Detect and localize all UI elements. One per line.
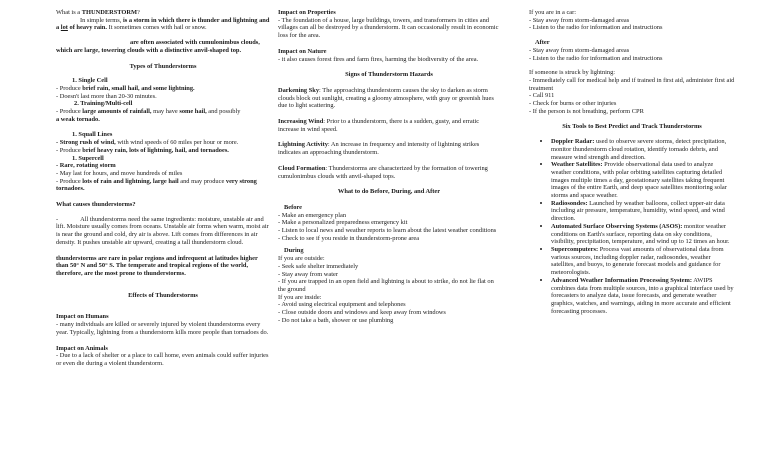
tool-item: • Radiosondes: Launched by weather balloons, collect upper-air data including air pressure, temperature, humidity, wind speed, and wind direction.	[551, 200, 735, 223]
during-heading: During	[284, 247, 304, 255]
squall-lines-title: 1. Squall Lines	[72, 131, 113, 139]
multi-line-2: a weak tornado.	[56, 115, 100, 123]
impact-nature-text: - it also causes forest fires and farm fires, harming the biodiversity of the area.	[278, 55, 479, 63]
single-line-1: - Produce brief rain, small hail, and some lightning.	[56, 84, 195, 92]
car-item: - Listen to the radio for information and instructions	[529, 24, 663, 32]
multi-cell-title: 2. Training/Multi-cell	[74, 100, 133, 108]
tool-item: • Doppler Radar: used to observe severe storms, detect precipitation, monitor thunderstorm cloud rotation, identify tornado debris, and measure wind strength and direction.	[551, 138, 735, 161]
supercell-title: 1. Supercell	[72, 154, 104, 162]
tool-item: • Automated Surface Observing Systems (ASOS): monitor weather conditions on Earth's surface, reporting data on sky conditions, visibility, precipitation, temperature, and wind up to 12 times an hour.	[551, 223, 735, 246]
column-middle	[278, 9, 500, 325]
during-item: - Stay away from water	[278, 270, 338, 278]
car-item: - Stay away from storm-damaged areas	[529, 16, 630, 24]
impact-humans-heading: Impact on Humans	[56, 313, 109, 321]
tools-heading: Six Tools to Best Predict and Track Thunderstorms	[562, 123, 702, 131]
darkening-sky: Darkening Sky: The approaching thunderstorm causes the sky to darken as storm clouds block out sunlight, creating a gloomy atmosphere, with gray or greenish hues due to light scattering.	[278, 86, 494, 110]
causes-heading: What causes thunderstorms?	[56, 201, 136, 209]
supercell-line-1: - Rare, rotating storm	[56, 162, 116, 170]
struck-label: If someone is struck by lightning:	[529, 69, 616, 77]
single-line-2: - Doesn't last more than 20-30 minutes.	[56, 92, 157, 100]
supercell-line-2: - May last for hours, and move hundreds of miles	[56, 169, 183, 177]
increasing-wind: Increasing Wind: Prior to a thunderstorm, there is a sudden, gusty, and erratic increase in wind speed.	[278, 118, 480, 133]
before-item: - Make an emergency plan	[278, 211, 347, 219]
after-item: - Stay away from storm-damaged areas	[529, 46, 630, 54]
during-item: - Do not take a bath, shower or use plumbing	[278, 316, 394, 324]
intro-paragraph: In simple terms, is a storm in which there is thunder and lightning and a lot of heavy rain. It sometimes comes with hail or snow.	[56, 16, 270, 32]
column-right	[529, 9, 735, 315]
cloud-formation: Cloud Formation: Thunderstorms are characterized by the formation of towering cumulonimbus clouds with anvil-shaped tops.	[278, 164, 488, 180]
during-item: - Avoid using electrical equipment and telephones	[278, 301, 406, 309]
impact-animals-heading: Impact on Animals	[56, 344, 108, 352]
cumulonimbus-paragraph: are often associated with cumulonimbus clouds, which are large, towering clouds with a distinctive anvil-shaped top.	[56, 39, 260, 54]
lightning-activity: Lightning Activity: An increase in frequency and intensity of lightning strikes indicates an approaching thunderstorm.	[278, 141, 480, 157]
during-inside-label: If you are inside:	[278, 293, 322, 301]
before-item: - Listen to local news and weather reports to learn about the latest weather conditions	[278, 227, 497, 235]
polar-paragraph: thunderstorms are rare in polar regions and infrequent at latitudes higher than 50° N and 50° S. The temperate and tropical regions of the world, therefore, are the most prone to thunderstorms.	[56, 254, 258, 277]
before-during-after-heading: What to do Before, During, and After	[337, 188, 441, 196]
tool-item: • Supercomputers: Process vast amounts of observational data from various sources, including doppler radar, radiosondes, weather satellites, and buoys, to generate forecast models and guidance for meteorologists.	[551, 246, 735, 277]
struck-item: - Call 911	[529, 92, 555, 100]
multi-line-1: - Produce large amounts of rainfall, may have some hail, and possibly	[56, 108, 241, 116]
hazards-heading: Signs of Thunderstorm Hazards	[345, 71, 433, 79]
tool-item: • Weather Satellites: Provide observational data used to analyze weather conditions, with polar orbiting satellites capturing detailed images multiple times a day, geostationary satellites taking frequent images of the entire Earth, and deep space satellites monitoring solar storms and space weather.	[551, 161, 735, 200]
during-outside-label: If you are outside:	[278, 255, 325, 263]
during-item: - If you are trapped in an open field and lightning is about to strike, do not lie flat on the ground	[278, 278, 494, 293]
car-label: If you are in a car:	[529, 9, 577, 16]
struck-item: - Check for burns or other injuries	[529, 100, 617, 108]
after-item: - Listen to the radio for information and instructions	[529, 54, 663, 62]
impact-properties-text: - The foundation of a house, large buildings, towers, and transformers in cities and villages can all be destroyed by a thunderstorm. It can occasionally result in economic loss for the area.	[278, 16, 499, 40]
tool-item: • Advanced Weather Information Processing System: AWIPS combines data from multiple sources, into a graphical interface used by forecasters to analyze data, issue forecasts, and generate weather graphics, watches, and warnings, aiding in more accurate and efficient forecasting processes.	[551, 277, 735, 316]
struck-item: - If the person is not breathing, perform CPR	[529, 107, 644, 115]
types-heading: Types of Thunderstorms	[129, 62, 197, 70]
before-item: - Check to see if you reside in thunderstorm-prone area	[278, 234, 420, 242]
effects-heading: Effects of Thunderstorms	[128, 291, 198, 299]
tools-list	[529, 138, 735, 315]
squall-line-1: - Strong rush of wind, with wind speeds of 60 miles per hour or more.	[56, 139, 239, 147]
impact-humans-text: - many individuals are killed or severely injured by violent thunderstorms every year. Typically, lightning from a thunderstorm kills more people than tornadoes do.	[56, 321, 269, 336]
during-item: - Close outside doors and windows and keep away from windows	[278, 309, 446, 317]
after-heading: After	[535, 39, 550, 47]
impact-properties-heading: Impact on Properties	[278, 9, 336, 16]
before-heading: Before	[284, 203, 302, 211]
struck-item: - Immediately call for medical help and if trained in first aid, administer first aid treatment	[529, 76, 735, 92]
column-left	[56, 9, 270, 368]
impact-animals-text: - Due to a lack of shelter or a place to call home, even animals could suffer injuries or even die during a violent thunderstorm.	[56, 352, 269, 367]
intro-question: What is a THUNDERSTORM?	[56, 9, 140, 16]
before-item: - Make a personalized preparedness emergency kit	[278, 219, 408, 227]
impact-nature-heading: Impact on Nature	[278, 47, 327, 55]
causes-paragraph: - All thunderstorms need the same ingredients: moisture, unstable air and lift. Moisture usually comes from oceans. Unstable air forms when warm, moist air is near the ground and cold, dry air is above. Lift comes from differences in air density. It pushes unstable air upward, creating a tall thunderstorm cloud.	[56, 215, 269, 246]
during-item: - Seek safe shelter immediately	[278, 262, 359, 270]
squall-line-2: - Produce brief heavy rain, lots of lightning, hail, and tornadoes.	[56, 146, 229, 154]
single-cell-title: 1. Single Cell	[72, 77, 108, 85]
supercell-line-3: - Produce lots of rain and lightning, large hail and may produce very strong tornadoes.	[56, 177, 257, 193]
